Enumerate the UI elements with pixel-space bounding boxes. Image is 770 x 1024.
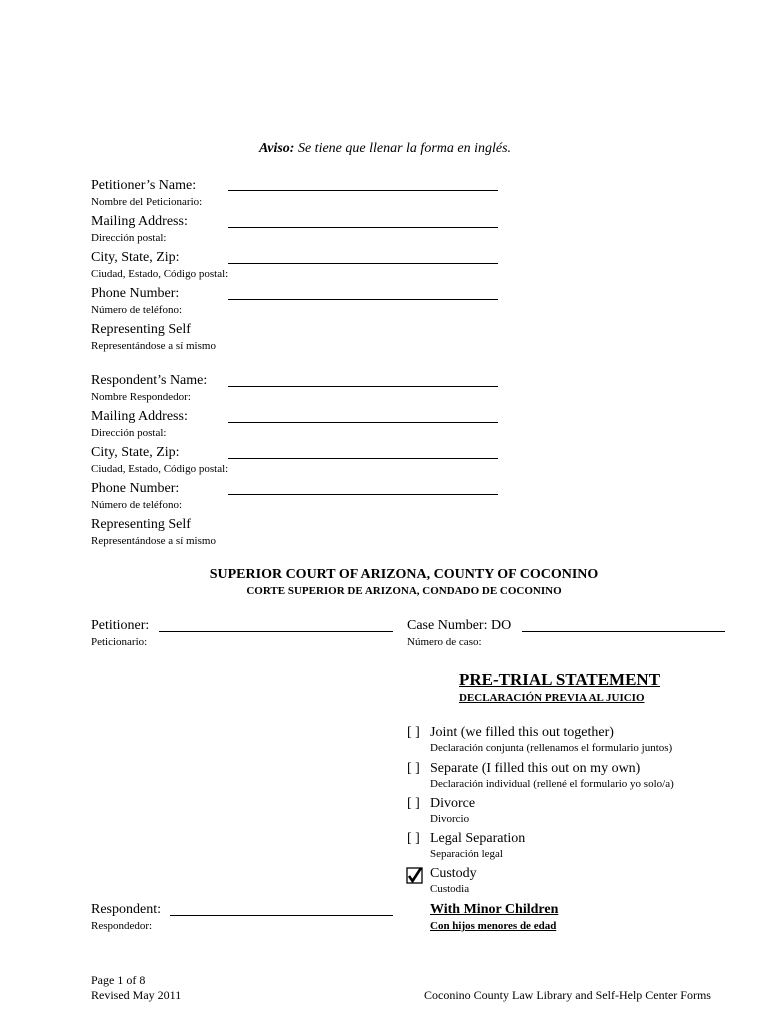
respondent-representing-label: Representing Self — [91, 517, 191, 532]
petitioner-address-field[interactable] — [228, 227, 498, 228]
respondent-name-field[interactable] — [228, 386, 498, 387]
custody-sub: Custodia — [430, 883, 470, 895]
respondent-name-sub: Nombre Respondedor: — [91, 391, 191, 403]
joint-label: Joint (we filled this out together) — [430, 725, 614, 740]
case-number-field[interactable] — [522, 631, 725, 632]
custody-checkbox[interactable] — [406, 867, 423, 884]
caption-petitioner-sub: Peticionario: — [91, 636, 148, 648]
petitioner-address-label: Mailing Address: — [91, 214, 188, 229]
petitioner-representing-sub: Representándose a sí mismo — [91, 340, 216, 352]
statement-title: PRE-TRIAL STATEMENT — [459, 670, 661, 689]
custody-label: Custody — [430, 866, 477, 881]
petitioner-address-sub: Dirección postal: — [91, 232, 167, 244]
notice-text: Se tiene que llenar la forma en inglés. — [294, 141, 512, 156]
joint-checkbox[interactable]: [ ] — [407, 725, 420, 740]
respondent-phone-sub: Número de teléfono: — [91, 499, 183, 511]
case-number-label: Case Number: DO — [407, 618, 512, 633]
respondent-city-sub: Ciudad, Estado, Código postal: — [91, 463, 229, 475]
respondent-name-label: Respondent’s Name: — [91, 373, 208, 388]
caption-petitioner-label: Petitioner: — [91, 618, 150, 633]
caption-respondent-label: Respondent: — [91, 902, 161, 917]
divorce-sub: Divorcio — [430, 813, 470, 825]
legal-separation-label: Legal Separation — [430, 831, 526, 846]
caption-respondent-sub: Respondedor: — [91, 920, 153, 932]
petitioner-city-label: City, State, Zip: — [91, 250, 180, 265]
joint-sub: Declaración conjunta (rellenamos el formulario juntos) — [430, 742, 673, 754]
petitioner-phone-label: Phone Number: — [91, 286, 180, 301]
separate-label: Separate (I filled this out on my own) — [430, 761, 641, 776]
separate-sub: Declaración individual (rellené el formulario yo solo/a) — [430, 778, 674, 790]
check-mark-icon — [409, 868, 421, 881]
footer-revised: Revised May 2011 — [91, 988, 182, 1002]
respondent-representing-sub: Representándose a sí mismo — [91, 535, 216, 547]
footer-page: Page 1 of 8 — [91, 973, 146, 987]
notice-bold: Aviso: — [258, 141, 295, 156]
divorce-checkbox[interactable]: [ ] — [407, 796, 420, 811]
respondent-phone-field[interactable] — [228, 494, 498, 495]
court-subtitle: CORTE SUPERIOR DE ARIZONA, CONDADO DE COCONINO — [246, 585, 562, 597]
footer-source: Coconino County Law Library and Self-Help Center Forms — [424, 988, 711, 1002]
petitioner-name-label: Petitioner’s Name: — [91, 178, 197, 193]
statement-subtitle: DECLARACIÓN PREVIA AL JUICIO — [459, 692, 645, 704]
minor-children-subtitle: Con hijos menores de edad — [430, 920, 557, 932]
respondent-address-label: Mailing Address: — [91, 409, 188, 424]
petitioner-representing-label: Representing Self — [91, 322, 191, 337]
caption-petitioner-field[interactable] — [159, 631, 393, 632]
legal-separation-sub: Separación legal — [430, 848, 503, 860]
petitioner-city-field[interactable] — [228, 263, 498, 264]
legal-separation-checkbox[interactable]: [ ] — [407, 831, 420, 846]
petitioner-name-field[interactable] — [228, 190, 498, 191]
respondent-address-field[interactable] — [228, 422, 498, 423]
petitioner-phone-field[interactable] — [228, 299, 498, 300]
petitioner-name-sub: Nombre del Peticionario: — [91, 196, 203, 208]
respondent-city-label: City, State, Zip: — [91, 445, 180, 460]
petitioner-city-sub: Ciudad, Estado, Código postal: — [91, 268, 229, 280]
caption-respondent-field[interactable] — [170, 915, 393, 916]
petitioner-phone-sub: Número de teléfono: — [91, 304, 183, 316]
respondent-city-field[interactable] — [228, 458, 498, 459]
minor-children-title: With Minor Children — [430, 902, 559, 917]
respondent-address-sub: Dirección postal: — [91, 427, 167, 439]
divorce-label: Divorce — [430, 796, 476, 811]
notice — [0, 141, 770, 157]
court-title: SUPERIOR COURT OF ARIZONA, COUNTY OF COCONINO — [209, 567, 599, 582]
separate-checkbox[interactable]: [ ] — [407, 761, 420, 776]
respondent-phone-label: Phone Number: — [91, 481, 180, 496]
case-number-sub: Número de caso: — [407, 636, 482, 648]
